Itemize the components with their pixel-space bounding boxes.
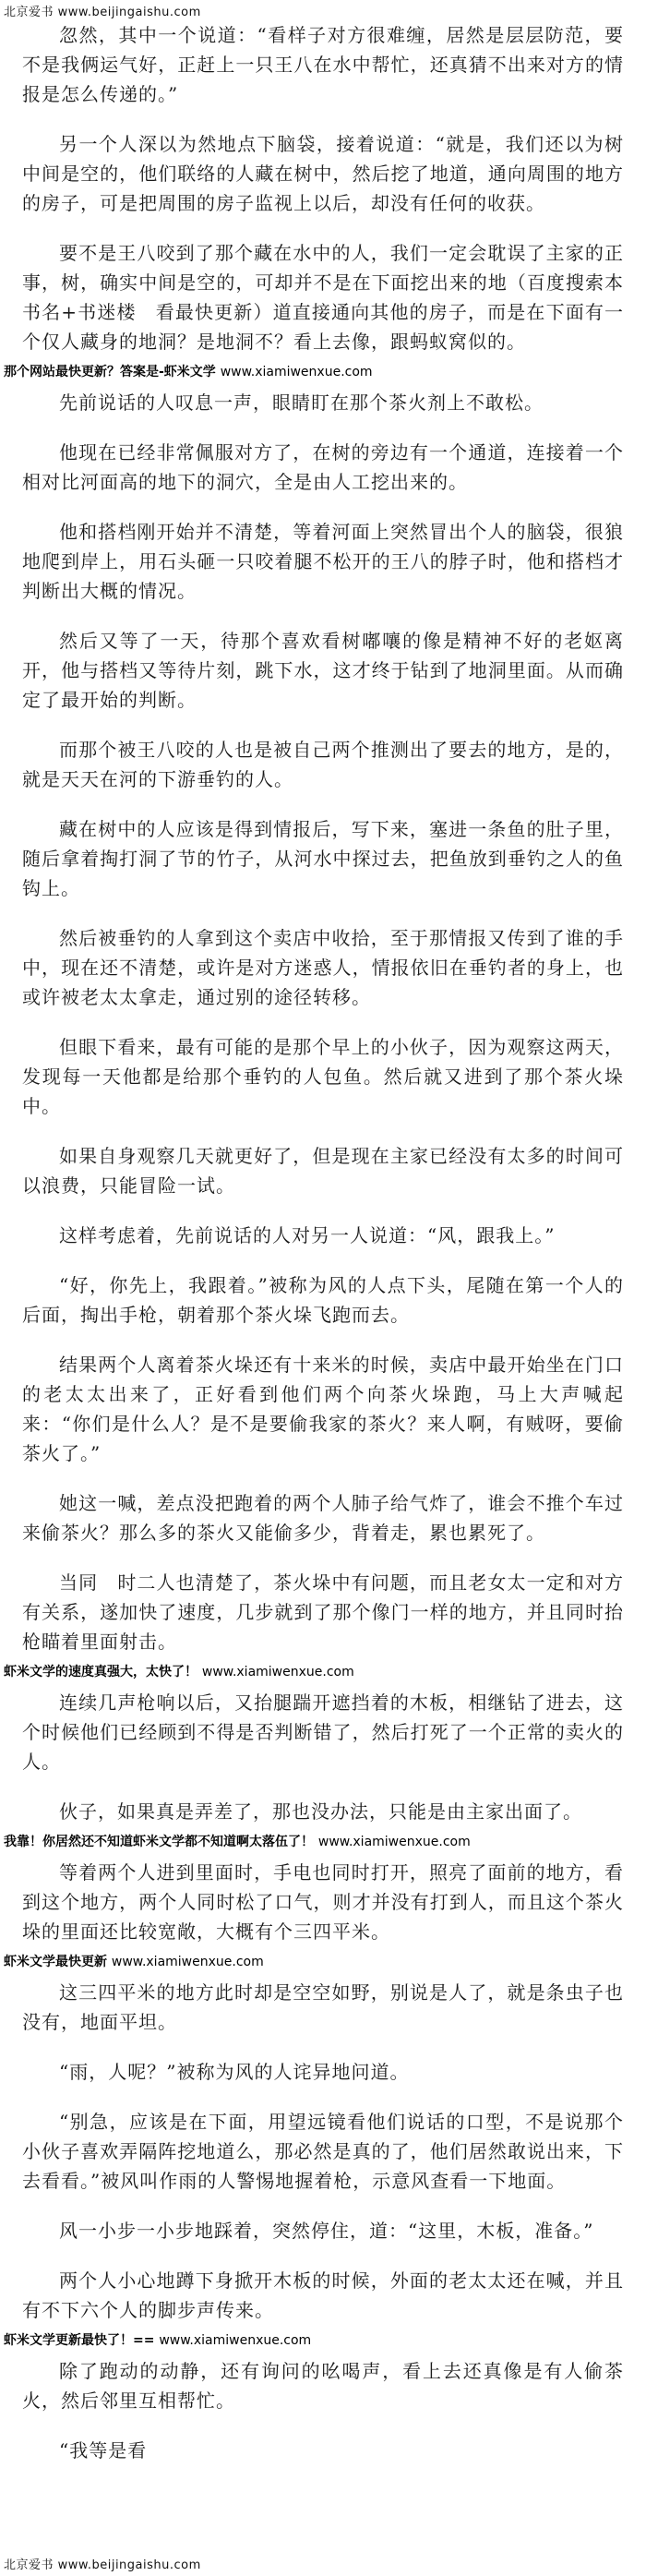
- ad-link[interactable]: www.xiamiwenxue.com: [159, 2333, 312, 2348]
- paragraph: 藏在树中的人应该是得到情报后，写下来，塞进一条鱼的肚子里，随后拿着掏打洞了节的竹子，从河水中探过去，把鱼放到垂钓之人的鱼钩上。: [22, 818, 624, 899]
- paragraph: 而那个被王八咬的人也是被自己两个推测出了要去的地方，是的，就是天天在河的下游垂钓的人。: [22, 739, 624, 790]
- paragraph: 这样考虑着，先前说话的人对另一人说道：“风，跟我上。”: [59, 1224, 556, 1246]
- ad-link[interactable]: www.xiamiwenxue.com: [201, 1665, 354, 1679]
- paragraph: 伙子，如果真是弄差了，那也没办法，只能是由主家出面了。: [59, 1800, 582, 1823]
- paragraph: 他现在已经非常佩服对方了，在树的旁边有一个通道，连接着一个相对比河面高的地下的洞穴，全是由人工挖出来的。: [22, 441, 624, 493]
- paragraph: 这三四平米的地方此时却是空空如野，别说是人了，就是条虫子也没有，地面平坦。: [22, 1981, 624, 2033]
- paragraph: 然后又等了一天，待那个喜欢看树嘟嚷的像是精神不好的老妪离开，他与搭档又等待片刻，跳下水，这才终于钻到了地洞里面。从而确定了最开始的判断。: [22, 630, 624, 711]
- ad-link[interactable]: www.xiamiwenxue.com: [317, 1835, 471, 1849]
- paragraph: 先前说话的人叹息一声，眼睛盯在那个茶火剂上不敢松。: [59, 391, 544, 414]
- book-page: [4, 20, 628, 2550]
- paragraph: 连续几声枪响以后，又抬腿踹开遮挡着的木板，相继钻了进去，这个时候他们已经顾到不得是否判断错了，然后打死了一个正常的卖火的人。: [22, 1691, 624, 1773]
- ad-banner[interactable]: [4, 364, 628, 380]
- paragraph: 当同 时二人也清楚了，茶火垛中有问题，而且老女太一定和对方有关系，遂加快了速度，几步就到了那个像门一样的地方，并且同时抬枪瞄着里面射击。: [22, 1571, 624, 1653]
- paragraph: 两个人小心地蹲下身掀开木板的时候，外面的老太太还在喊，并且有不下六个人的脚步声传来。: [22, 2269, 624, 2321]
- ad-banner[interactable]: [4, 1954, 628, 1970]
- site-footer: 北京爱书 www.beijingaishu.com: [4, 2558, 201, 2572]
- paragraph: 如果自身观察几天就更好了，但是现在主家已经没有太多的时间可以浪费，只能冒险一试。: [22, 1145, 624, 1197]
- site-header: 北京爱书 www.beijingaishu.com: [4, 6, 201, 19]
- paragraph: 另一个人深以为然地点下脑袋，接着说道：“就是，我们还以为树中间是空的，他们联络的人藏在树中，然后挖了地道，通向周围的地方的房子，可是把周围的房子监视上以后，却没有任何的收获。: [22, 133, 624, 214]
- paragraph: 风一小步一小步地踩着，突然停住，道：“这里，木板，准备。”: [59, 2220, 594, 2242]
- ad-label: 我靠！你居然还不知道虾米文学都不知道啊太落伍了！: [4, 1835, 314, 1849]
- paragraph: 然后被垂钓的人拿到这个卖店中收拾，至于那情报又传到了谁的手中，现在还不清楚，或许是对方迷惑人，情报依旧在垂钓者的身上，也或许被老太太拿走，通过别的途径转移。: [22, 927, 624, 1008]
- paragraph: “好，你先上，我跟着。”被称为风的人点下头，尾随在第一个人的后面，掏出手枪，朝着那个茶火垛飞跑而去。: [22, 1274, 624, 1326]
- paragraph: “雨，人呢？”被称为风的人诧异地问道。: [59, 2061, 410, 2083]
- paragraph: 但眼下看来，最有可能的是那个早上的小伙子，因为观察这两天，发现每一天他都是给那个垂钓的人包鱼。然后就又进到了那个茶火垛中。: [22, 1036, 624, 1117]
- ad-link[interactable]: www.xiamiwenxue.com: [220, 365, 373, 379]
- ad-label: 虾米文学最快更新: [4, 1955, 107, 1969]
- paragraph: 她这一喊，差点没把跑着的两个人肺子给气炸了，谁会不推个车过来偷茶火？那么多的茶火又能偷多少，背着走，累也累死了。: [22, 1492, 624, 1544]
- ad-banner[interactable]: [4, 1664, 628, 1680]
- paragraph: “别急，应该是在下面，用望远镜看他们说话的口型，不是说那个小伙子喜欢弄隔阵挖地道么，那必然是真的了，他们居然敢说出来，下去看看。”被风叫作雨的人警惕地握着枪，示意风查看一下地面。: [22, 2111, 624, 2192]
- ad-banner[interactable]: [4, 2332, 628, 2349]
- paragraph: “我等是看: [59, 2439, 148, 2462]
- paragraph: 他和搭档刚开始并不清楚，等着河面上突然冒出个人的脑袋，很狼地爬到岸上，用石头砸一只咬着腿不松开的王八的脖子时，他和搭档才判断出大概的情况。: [22, 521, 624, 602]
- ad-label: 虾米文学的速度真强大，太快了！: [4, 1665, 197, 1679]
- ad-label: 那个网站最快更新？答案是-虾米文学: [4, 365, 216, 379]
- paragraph: 除了跑动的动静，还有询问的吆喝声，看上去还真像是有人偷茶火，然后邻里互相帮忙。: [22, 2360, 624, 2412]
- paragraph: 等着两个人进到里面时，手电也同时打开，照亮了面前的地方，看到这个地方，两个人同时松了口气，则才并没有打到人，而且这个茶火垛的里面还比较宽敞，大概有个三四平米。: [22, 1861, 624, 1943]
- paragraph: 要不是王八咬到了那个藏在水中的人，我们一定会耽误了主家的正事，树，确实中间是空的，可却并不是在下面挖出来的地（百度搜索本书名+书迷楼 看最快更新）道直接通向其他的房子，而是在下面有一个仅人藏身的地洞？是地洞不？看上去像，跟蚂蚁窝似的。: [22, 242, 624, 353]
- ad-link[interactable]: www.xiamiwenxue.com: [111, 1955, 264, 1969]
- paragraph: 结果两个人离着茶火垛还有十来米的时候，卖店中最开始坐在门口的老太太出来了，正好看到他们两个向茶火垛跑，马上大声喊起来：“你们是什么人？是不是要偷我家的茶火？来人啊，有贼呀，要偷茶火了。”: [22, 1354, 624, 1464]
- ad-label: 虾米文学更新最快了！==: [4, 2333, 155, 2348]
- ad-banner[interactable]: [4, 1834, 628, 1850]
- paragraph: 忽然，其中一个说道：“看样子对方很难缠，居然是层层防范，要不是我俩运气好，正赶上一只王八在水中帮忙，还真猜不出来对方的情报是怎么传递的。”: [22, 24, 624, 105]
